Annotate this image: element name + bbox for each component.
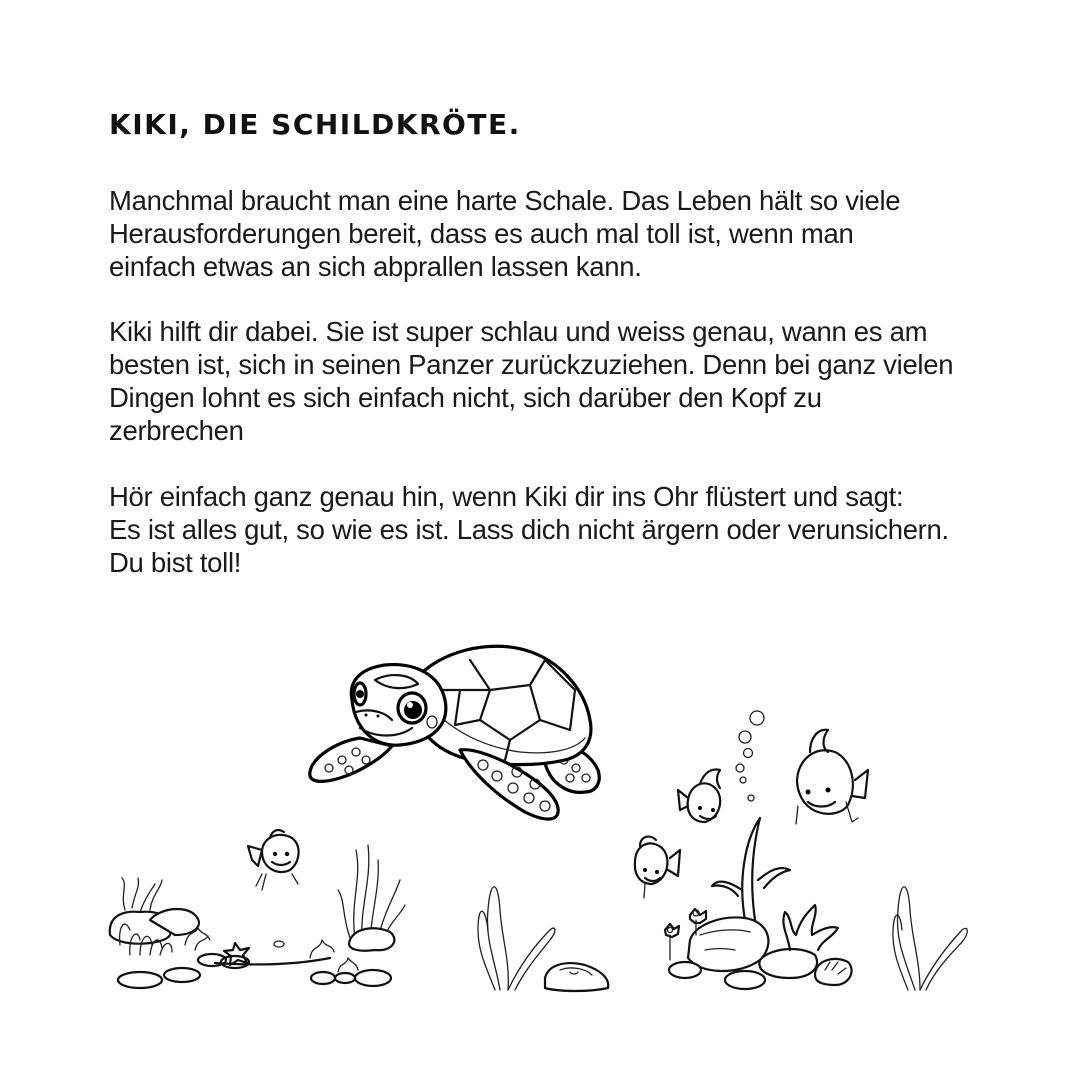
text-line: Du bist toll! (109, 547, 242, 578)
text-line: besten ist, sich in seinen Panzer zurückzuziehen. Denn bei ganz vielen (109, 349, 954, 380)
page-title: KIKI, DIE SCHILDKRÖTE. (109, 108, 521, 141)
text-line: Hör einfach ganz genau hin, wenn Kiki dir ins Ohr flüstert und sagt: (109, 481, 904, 512)
text-line: zerbrechen (109, 415, 244, 446)
paragraph-intro (109, 184, 989, 283)
paragraph-whisper (109, 480, 989, 579)
underwater-coloring-illustration (0, 600, 1080, 1020)
fish-icon (796, 730, 868, 824)
paragraph-kiki-helps (109, 315, 989, 447)
text-line: Manchmal braucht man eine harte Schale. Das Leben hält so viele (109, 185, 901, 216)
text-line: einfach etwas an sich abprallen lassen kann. (109, 251, 642, 282)
left-reef-icon (110, 830, 405, 988)
text-line: Es ist alles gut, so wie es ist. Lass dich nicht ärgern oder verunsichern. (109, 514, 949, 545)
right-reef-icon (635, 711, 868, 989)
fish-icon (248, 830, 299, 890)
middle-seaweed-icon (478, 887, 608, 991)
right-seaweed-icon (893, 887, 967, 990)
fish-icon (635, 837, 680, 898)
fish-icon (678, 770, 720, 822)
text-line: Kiki hilft dir dabei. Sie ist super schlau und weiss genau, wann es am (109, 316, 928, 347)
turtle-icon (310, 646, 599, 819)
text-line: Herausforderungen bereit, dass es auch mal toll ist, wenn man (109, 218, 854, 249)
text-line: Dingen lohnt es sich einfach nicht, sich darüber den Kopf zu (109, 382, 822, 413)
